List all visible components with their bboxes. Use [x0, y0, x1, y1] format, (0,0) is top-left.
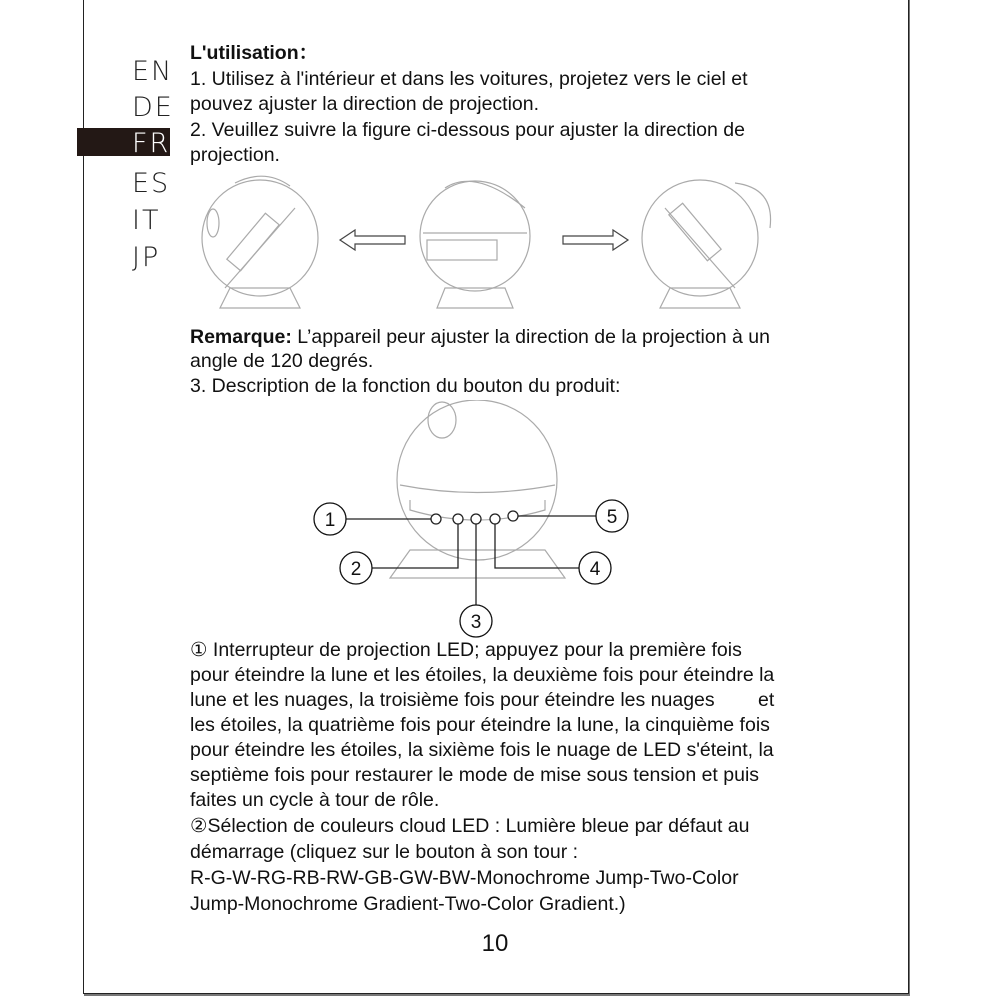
projector-tilted-right-illustration	[642, 180, 771, 308]
body-line: ① Interrupteur de projection LED; appuyez pour la première fois	[190, 639, 742, 661]
projector-upright-illustration	[420, 181, 530, 308]
callout-4: 4	[589, 559, 601, 580]
body-line: Jump-Monochrome Gradient-Two-Color Gradient.)	[190, 893, 626, 915]
lang-en[interactable]: EN	[132, 56, 174, 87]
body-line: faites un cycle à tour de rôle.	[190, 789, 440, 811]
intro-line: 2. Veuillez suivre la figure ci-dessous pour ajuster la direction de	[190, 119, 745, 141]
lang-jp[interactable]: JP	[132, 242, 161, 273]
remark-line-2: angle de 120 degrés.	[190, 350, 374, 372]
lang-it[interactable]: IT	[132, 205, 161, 236]
lang-es[interactable]: ES	[132, 168, 171, 199]
body-line: pour éteindre la lune et les étoiles, la deuxième fois pour éteindre la	[190, 664, 775, 686]
remark-line	[190, 328, 770, 348]
arrow-right-icon	[563, 230, 628, 250]
intro-line: 1. Utilisez à l'intérieur et dans les voitures, projetez vers le ciel et	[190, 68, 748, 90]
section-heading: L'utilisation：	[190, 42, 319, 64]
intro-line: pouvez ajuster la direction de projection.	[190, 93, 540, 115]
step-3-heading: 3. Description de la fonction du bouton du produit:	[190, 375, 621, 397]
callout-1: 1	[324, 510, 336, 531]
callout-2: 2	[350, 559, 362, 580]
direction-figure	[195, 168, 835, 318]
callout-3: 3	[470, 612, 482, 633]
lang-fr[interactable]: FR	[132, 128, 171, 159]
body-line: R-G-W-RG-RB-RW-GB-GW-BW-Monochrome Jump-Two-Color	[190, 867, 739, 889]
body-line: septième fois pour restaurer le mode de mise sous tension et puis	[190, 764, 760, 786]
callout-5: 5	[606, 507, 618, 528]
remark-label: Remarque:	[190, 326, 292, 348]
projector-front-illustration	[390, 400, 565, 578]
remark-text: L’appareil peur ajuster la direction de la projection à un	[291, 326, 770, 348]
page-number: 10	[481, 930, 509, 957]
body-line: pour éteindre les étoiles, la sixième fois le nuage de LED s'éteint, la	[190, 739, 774, 761]
lang-de[interactable]: DE	[132, 92, 174, 123]
button-diagram	[300, 400, 650, 640]
body-line: lune et les nuages, la troisième fois pour éteindre les nuages et	[190, 689, 775, 711]
arrow-left-icon	[340, 230, 405, 250]
body-line: les étoiles, la quatrième fois pour éteindre la lune, la cinquième fois	[190, 714, 770, 736]
projector-tilted-left-illustration	[202, 176, 318, 308]
intro-line: projection.	[190, 144, 280, 166]
body-line: démarrage (cliquez sur le bouton à son tour :	[190, 841, 579, 863]
body-line: ②Sélection de couleurs cloud LED : Lumière bleue par défaut au	[190, 815, 750, 837]
